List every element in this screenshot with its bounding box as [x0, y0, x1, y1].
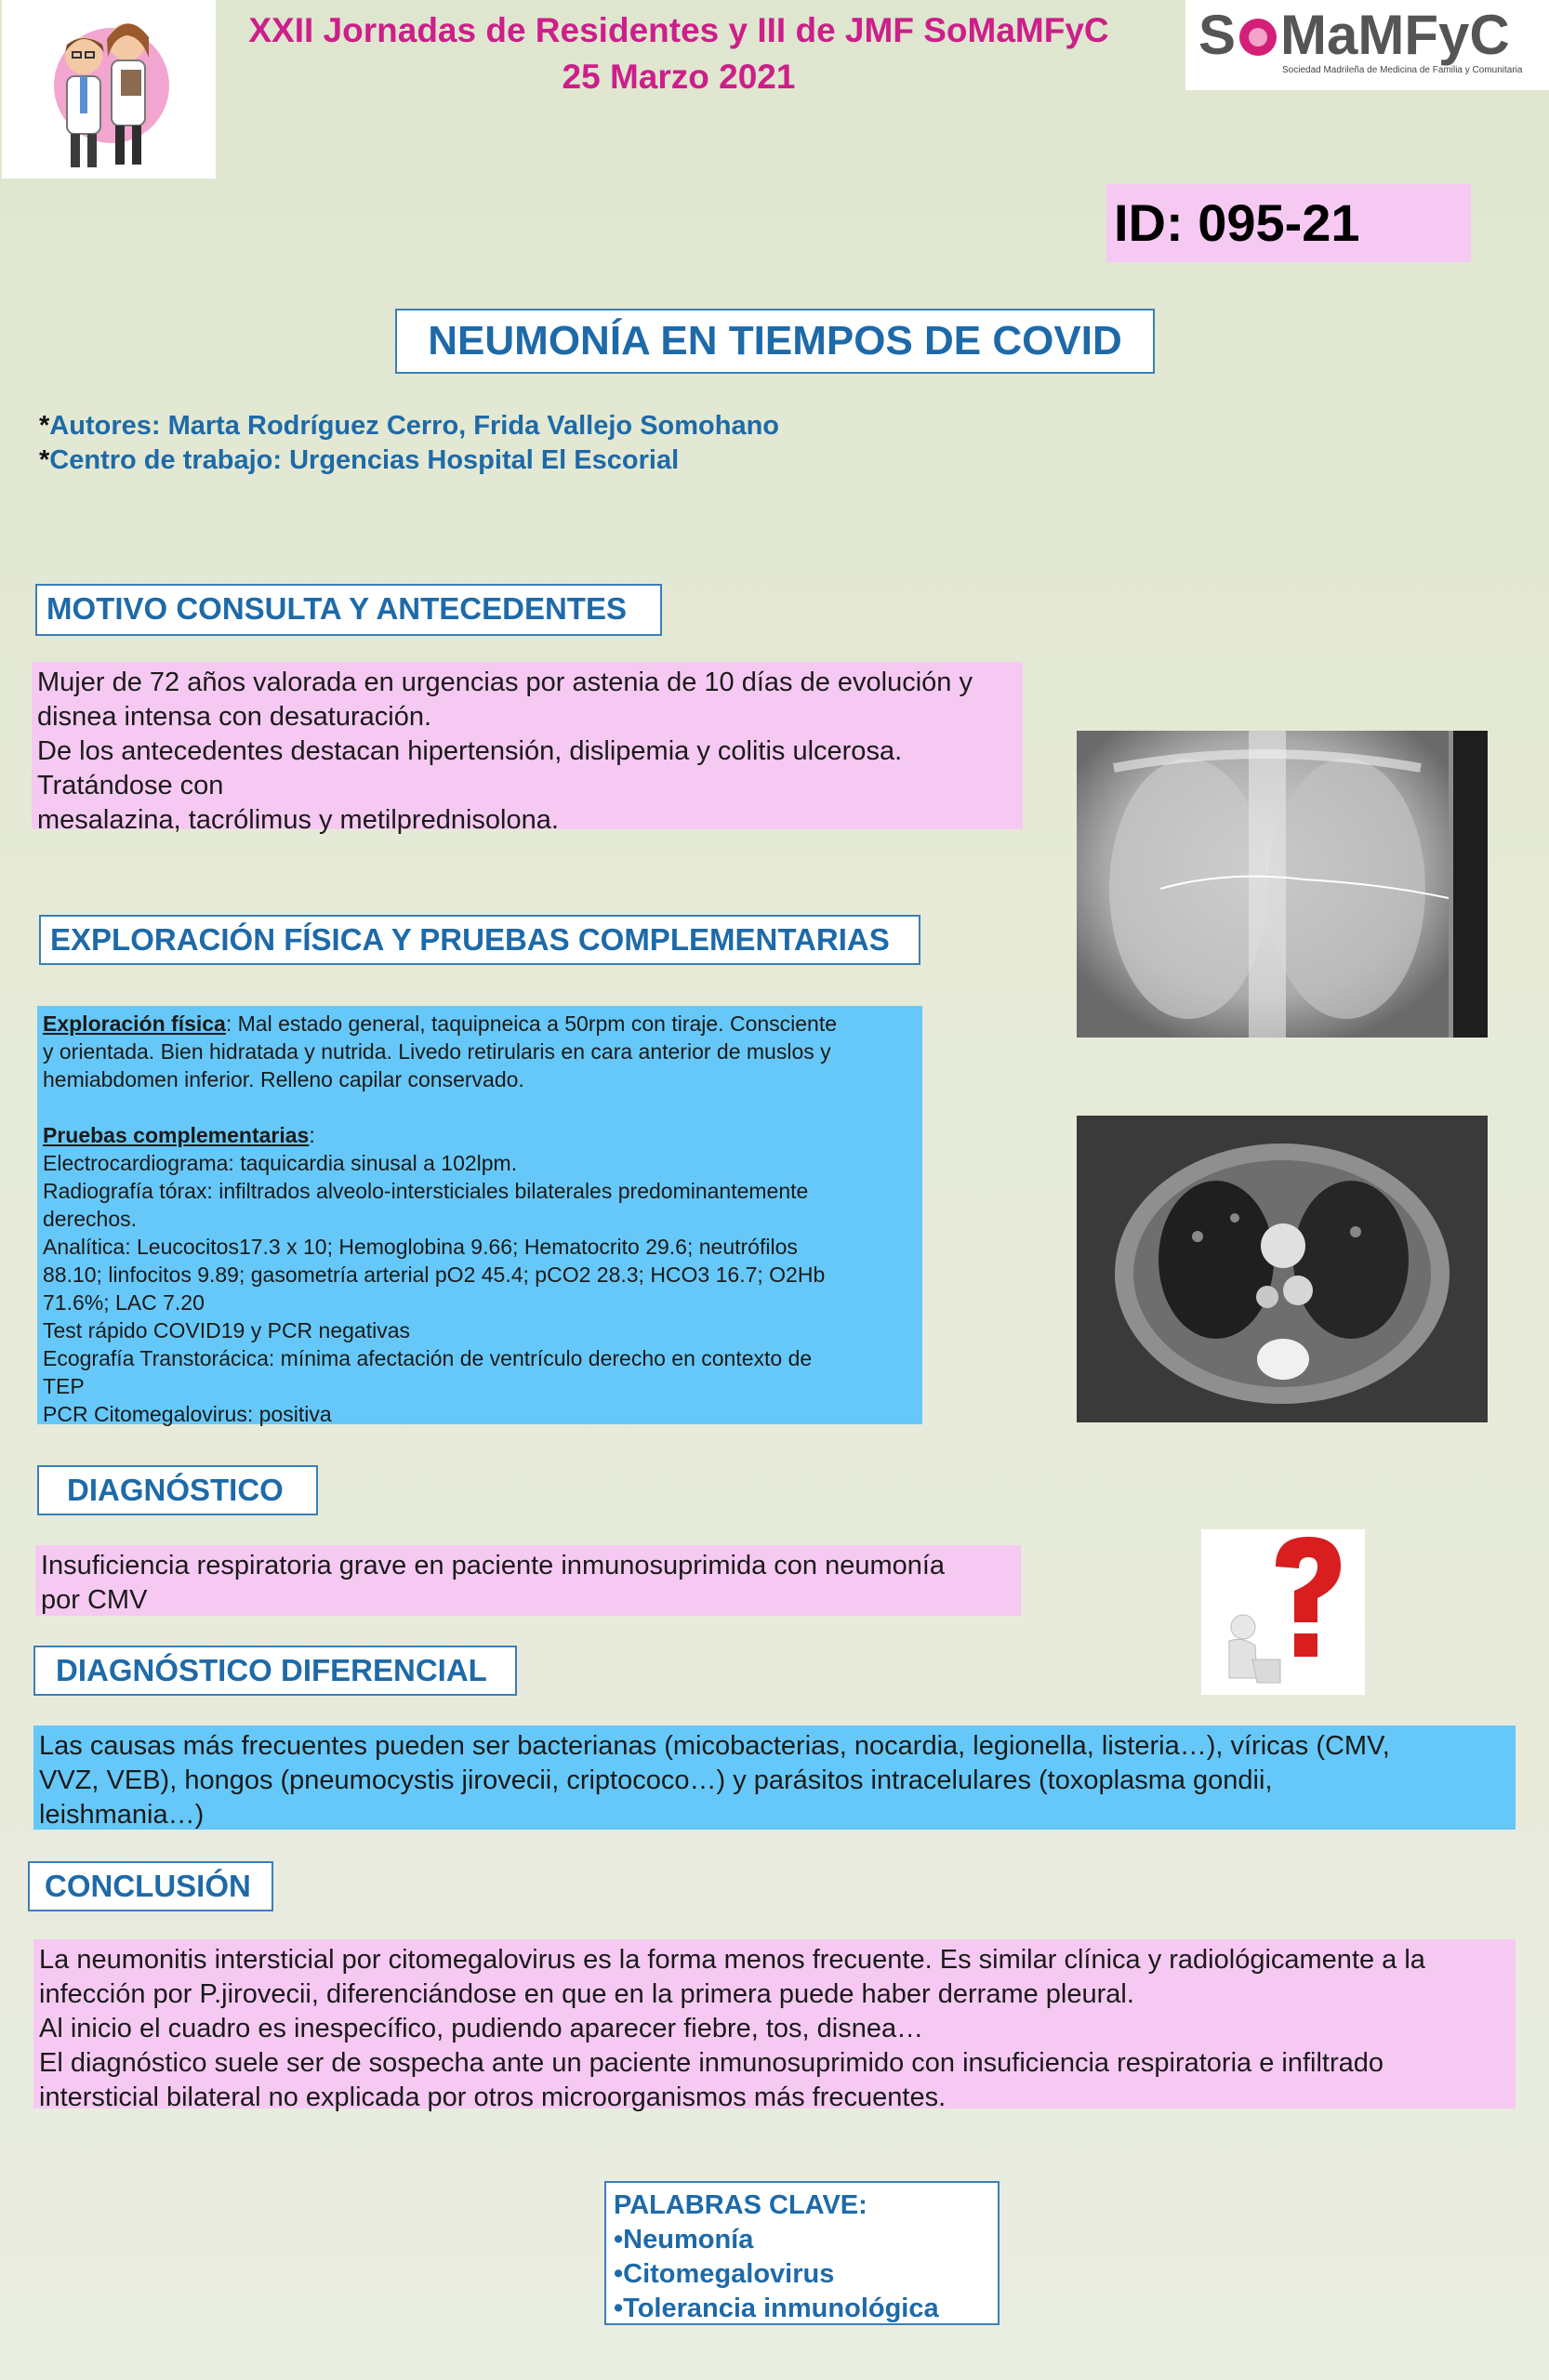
keyword-item: •Neumonía [614, 2225, 754, 2254]
svg-text:MaMFyC: MaMFyC [1280, 4, 1510, 66]
conclusion-heading: CONCLUSIÓN [28, 1861, 273, 1911]
diagnostico-text: Insuficiencia respiratoria grave en paciente inmunosuprimida con neumonía por CMV [35, 1545, 1021, 1616]
keyword-item: •Tolerancia inmunológica [614, 2294, 939, 2323]
motivo-text: Mujer de 72 años valorada en urgencias por astenia de 10 días de evolución y disnea intensa con desaturación. De los antecedentes destacan hipertensión, dislipemia y colitis ulcerosa. Tratándose con mesalazina, tacrólimus y metilprednisolona. [32, 662, 1023, 829]
exploracion-heading: EXPLORACIÓN FÍSICA Y PRUEBAS COMPLEMENTARIAS [39, 915, 920, 965]
logo-letter-s: S [1198, 4, 1237, 66]
diagnostico-heading: DIAGNÓSTICO [37, 1465, 318, 1515]
event-header [218, 7, 1139, 100]
workplace-line: *Centro de trabajo: Urgencias Hospital El Escorial [39, 445, 680, 475]
diferencial-text: Las causas más frecuentes pueden ser bacterianas (micobacterias, nocardia, legionella, listeria…), víricas (CMV, VVZ, VEB), hongos (pneumocystis jirovecii, criptococo…) y parásitos intracelulares (toxoplasma gondii, leishmania…) [33, 1726, 1516, 1830]
diferencial-heading: DIAGNÓSTICO DIFERENCIAL [33, 1646, 517, 1696]
keywords-heading: PALABRAS CLAVE: [614, 2190, 867, 2220]
question-mark-figure-icon [1201, 1529, 1365, 1695]
ct-scan-image [1077, 1116, 1488, 1422]
event-date: 25 Marzo 2021 [562, 58, 796, 96]
keyword-item: •Citomegalovirus [614, 2259, 835, 2289]
svg-text:Sociedad Madrileña de Medicina: Sociedad Madrileña de Medicina de Familia y Comunitaria [1282, 65, 1523, 75]
motivo-heading: MOTIVO CONSULTA Y ANTECEDENTES [35, 584, 662, 636]
keywords-box [604, 2181, 1000, 2325]
authors-line: *Autores: Marta Rodríguez Cerro, Frida Vallejo Somohano [39, 411, 780, 441]
exploracion-text: Exploración física: Mal estado general, taquipneica a 50rpm con tiraje. Consciente y orientada. Bien hidratada y nutrida. Livedo retirularis en cara anterior de muslos y hemiabdomen inferior. Relleno capilar conservado. Pruebas complementarias: Electrocardiograma: taquicardia sinusal a 102lpm. Radiografía tórax: infiltrados alveolo-intersticiales bilaterales predominantemente derechos. Analítica: Leucocitos17.3 x 10; Hemoglobina 9.66; Hematocrito 29.6; neutrófilos 88.10; linfocitos 9.89; gasometría arterial pO2 45.4; pCO2 28.3; HCO3 16.7; O2Hb 71.6%; LAC 7.20 Test rápido COVID19 y PCR negativas Ecografía Transtorácica: mínima afectación de ventrículo derecho en contexto de TEP PCR Citomegalovirus: positiva [37, 1006, 922, 1424]
somamfyc-logo [1185, 0, 1549, 90]
event-name: XXII Jornadas de Residentes y III de JMF SoMaMFyC [248, 11, 1109, 49]
poster-id: ID: 095-21 [1106, 184, 1471, 262]
authors-block [39, 409, 779, 478]
doctors-illustration-icon [2, 0, 216, 178]
poster-title: NEUMONÍA EN TIEMPOS DE COVID [395, 309, 1155, 374]
chest-xray-image [1077, 731, 1488, 1038]
conclusion-text: La neumonitis intersticial por citomegalovirus es la forma menos frecuente. Es similar clínica y radiológicamente a la infección por P.jirovecii, diferenciándose en que en la primera puede haber derrame pleural. Al inicio el cuadro es inespecífico, pudiendo aparecer fiebre, tos, disnea… El diagnóstico suele ser de sospecha ante un paciente inmunosuprimido con insuficiencia respiratoria e infiltrado intersticial bilateral no explicada por otros microorganismos más frecuentes. [33, 1939, 1516, 2109]
